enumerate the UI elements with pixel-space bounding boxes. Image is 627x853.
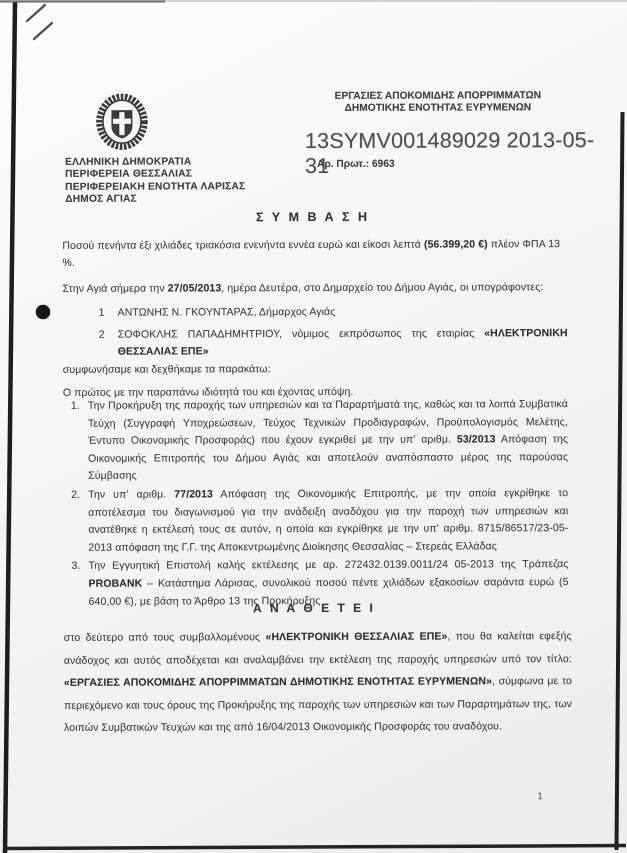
- list-item-number: 2.: [71, 488, 81, 501]
- protocol-number: Αρ. Πρωτ.: 6963: [317, 158, 395, 170]
- first-party-line: Ο πρώτος με την παραπάνω ιδιότητά του και έχοντας υπόψη.: [62, 385, 354, 399]
- authority-line: ΕΛΛΗΝΙΚΗ ΔΗΜΟΚΡΑΤΙΑ: [65, 156, 192, 168]
- authority-line: ΔΗΜΟΣ ΑΓΙΑΣ: [65, 193, 137, 206]
- consideration-text: Την Προκήρυξη της παροχής των υπηρεσιών και τα Παραρτήματά της, καθώς και τα λοιπά Συμβατικά Τεύχη (Συγγραφή Υποχρεώσεων, Τεύχος Τεχνικών Προδιαγραφών, Προϋπολογισμός Μελέτης, Έντυπο Οικονομικής Προσφοράς) που έχουν εγκριθεί με την υπ' αριθμ. 53/2013 Απόφαση της Οικονομικής Επιτροπής του Δήμου Αγιάς και αποτελούν αναπόσπαστο μέρος της παρούσας Σύμβασης: [87, 398, 569, 483]
- list-item: [99, 303, 568, 321]
- amount-paragraph: Ποσού πενήντα έξι χιλιάδες τριακόσια ενενήντα εννέα ευρώ και είκοσι λεπτά (56.399,20 €) πλέον ΦΠΑ 13 %.: [62, 238, 561, 269]
- registry-ada-code: 13SYMV001489029 2013-05-31: [304, 128, 595, 179]
- authority-line: ΠΕΡΙΦΕΡΕΙΑ ΘΕΣΣΑΛΙΑΣ: [65, 168, 193, 181]
- date-place-paragraph: Στην Αγιά σήμερα την 27/05/2013, ημέρα Δευτέρα, στο Δημαρχείο του Δήμου Αγιάς, οι υπογράφοντες:: [62, 281, 544, 295]
- greek-coat-of-arms-emblem: [95, 94, 149, 157]
- agreement-line: συμφωνήσαμε και δεχθήκαμε τα παρακάτω:: [62, 363, 271, 376]
- subject-line: ΔΗΜΟΤΙΚΗΣ ΕΝΟΤΗΤΑΣ ΕΥΡΥΜΕΝΩΝ: [344, 102, 532, 115]
- authority-line: ΠΕΡΙΦΕΡΕΙΑΚΗ ΕΝΟΤΗΤΑ ΛΑΡΙΣΑΣ: [65, 181, 246, 193]
- issuing-authority-block: [65, 156, 305, 206]
- page-number: 1: [537, 791, 543, 803]
- list-item-number: 3.: [71, 560, 81, 573]
- list-item-number: 1: [98, 306, 105, 319]
- signer-name: ΣΟΦΟΚΛΗΣ ΠΑΠΑΔΗΜΗΤΡΙΟΥ, νόμιμος εκπρόσωπος της εταιρίας «ΗΛΕΚΤΡΟΝΙΚΗ ΘΕΣΣΑΛΙΑΣ ΕΠΕ»: [117, 327, 568, 358]
- considerations-list: [71, 396, 569, 612]
- list-item: [71, 485, 568, 557]
- list-item: [99, 325, 568, 360]
- assignment-paragraph: στο δεύτερο από τους συμβαλλομένους «ΗΛΕΚΤΡΟΝΙΚΗ ΘΕΣΣΑΛΙΑΣ ΕΠΕ», που θα καλείται εφεξής ανάδοχος και αυτός αποδέχεται και αναλαμβάνει την εκτέλεση της παροχής υπηρεσιών υπό τον τίτλο: «ΕΡΓΑΣΙΕΣ ΑΠΟΚΟΜΙΔΗΣ ΑΠΟΡΡΙΜΜΑΤΩΝ ΔΗΜΟΤΙΚΗΣ ΕΝΟΤΗΤΑΣ ΕΥΡΥΜΕΝΩΝ», σύμφωνα με το περιεχόμενο και τους όρους της Προκήρυξης της παροχής των υπηρεσιών και των Παραρτημάτων της, των λοιπών Συμβατικών Τευχών και της από 16/04/2013 Οικονομικής Προσφοράς του αναδόχου.: [63, 630, 572, 734]
- assignment-heading: Α Ν Α Θ Ε Τ Ε Ι: [252, 600, 376, 616]
- consideration-text: Την Εγγυητική Επιστολή καλής εκτέλεσης με αρ. 272432.0139.0011/24 05-2013 της Τράπεζας PROBANK – Κατάστημα Λάρισας, συνολικού ποσού πέντε χιλιάδων εξακοσίων σαράντα ευρώ (5 640,00 €), με βάση το Άρθρο 13 της Προκήρυξης: [88, 558, 569, 608]
- list-item-number: 2: [98, 328, 105, 341]
- list-item: [71, 396, 568, 486]
- list-item-number: 1.: [70, 399, 80, 412]
- contract-subject-block: [299, 90, 577, 115]
- consideration-text: Την υπ' αριθμ. 77/2013 Απόφαση της Οικονομικής Επιτροπής, με την οποία εγκρίθηκε το αποτέλεσμα του διαγωνισμού για την ανάδειξη αναδόχου για την παροχή των υπηρεσιών και ανατέθηκε η εκτέλεσή τους σε αυτόν, η οποία και εγκρίθηκε με την υπ' αριθμ. 8715/86517/23-05-2013 απόφαση της Γ.Γ. της Αποκεντρωμένης Διοίκησης Θεσσαλίας – Στερεάς Ελλάδας: [88, 487, 569, 554]
- signer-name: ΑΝΤΩΝΗΣ Ν. ΓΚΟΥΝΤΑΡΑΣ, Δήμαρχος Αγιάς: [117, 305, 336, 319]
- document-title: Σ Υ Μ Β Α Σ Η: [255, 209, 370, 225]
- subject-line: ΕΡΓΑΣΙΕΣ ΑΠΟΚΟΜΙΔΗΣ ΑΠΟΡΡΙΜΜΑΤΩΝ: [334, 90, 542, 102]
- signers-list: [99, 303, 568, 365]
